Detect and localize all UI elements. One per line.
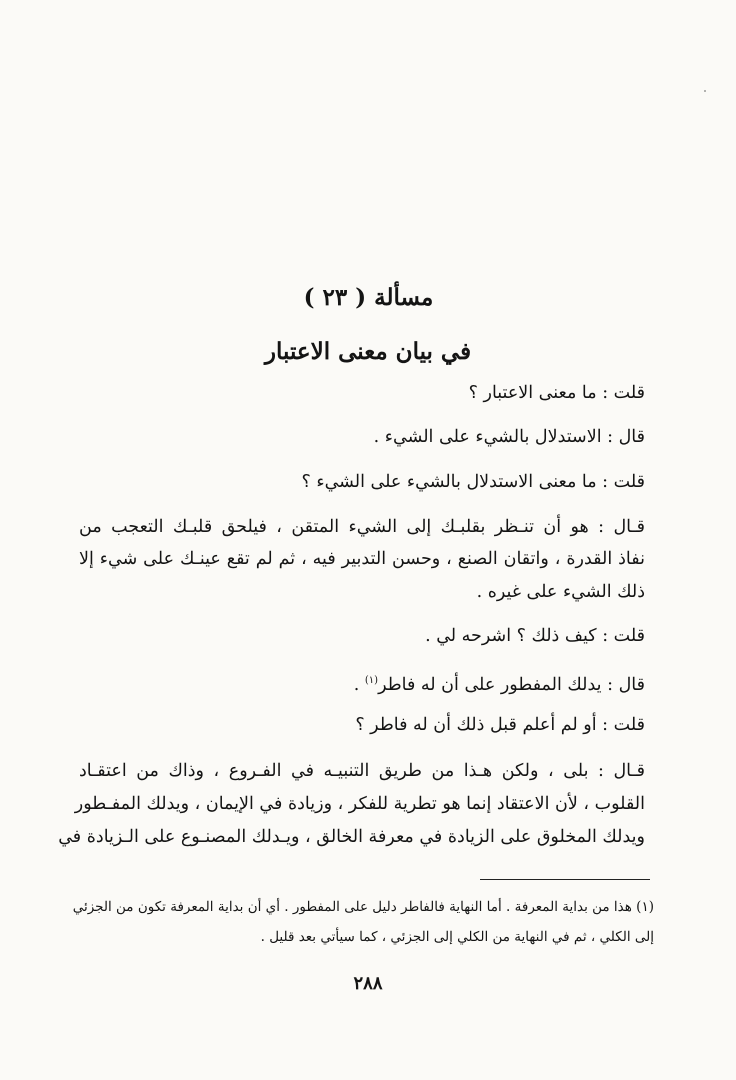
body-line-5: نفاذ القدرة ، واتقان الصنع ، وحسن التدبير فيه ، ثم لم تقع عينـك على شيء إلا [79,549,645,569]
footnote-line-2: إلى الكلي ، ثم في النهاية من الكلي إلى الجزئي ، كما سيأتي بعد قليل . [260,929,654,945]
body-line-6: ذلك الشيء على غيره . [476,582,645,602]
body-line-8 [354,667,645,699]
scan-speck [704,90,706,92]
body-line-9: قلت : أو لم أعلم قبل ذلك أن له فاطر ؟ [355,715,645,735]
body-line-10: قـال : بلى ، ولكن هـذا من طريق التنبيـه في الفـروع ، وذاك من اعتقـاد [79,761,645,781]
body-line-3: قلت : ما معنى الاستدلال بالشيء على الشيء ؟ [301,472,645,492]
page-number: ٢٨٨ [353,973,383,994]
page-subtitle: في بيان معنى الاعتبار [264,338,472,365]
body-line-12: ويدلك المخلوق على الزيادة في معرفة الخالق ، ويـدلك المصنـوع على الـزيادة في [58,827,645,847]
body-line-8-text: قال : يدلك المفطور على أن له فاطر [378,674,645,695]
body-line-1: قلت : ما معنى الاعتبار ؟ [468,383,645,403]
footnote-reference: (١) [364,675,379,686]
body-line-11: القلوب ، لأن الاعتقاد إنما هو تطرية للفكر ، وزيادة في الإيمان ، ويدلك المفـطور [74,794,645,814]
page-title: مسألة ( ٢٣ ) [303,284,434,311]
body-line-2: قال : الاستدلال بالشيء على الشيء . [373,427,645,447]
body-line-7: قلت : كيف ذلك ؟ اشرحه لي . [425,626,645,646]
footnote-line-1: (١) هذا من بداية المعرفة . أما النهاية فالفاطر دليل على المفطور . أي أن بداية المعرفة تكون من الجزئي [72,899,654,915]
footnote-separator [480,879,650,880]
body-line-8-period: . [353,674,360,695]
body-line-4: قـال : هو أن تنـظر بقلبـك إلى الشيء المتقن ، فيلحق قلبـك التعجب من [79,517,645,537]
